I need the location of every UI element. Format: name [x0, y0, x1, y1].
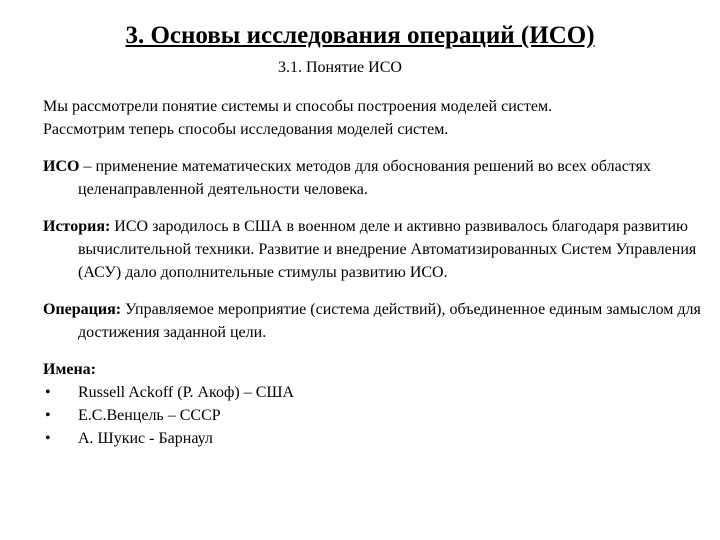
slide-title: 3. Основы исследования операций (ИСО)	[125, 22, 595, 49]
name-text: А. Шукис - Барнаул	[78, 430, 213, 447]
bullet-icon: •	[45, 384, 51, 401]
list-item	[43, 381, 703, 404]
slide-subtitle: 3.1. Понятие ИСО	[278, 59, 402, 76]
operation-paragraph	[43, 298, 703, 344]
names-section	[43, 358, 703, 450]
list-item	[43, 427, 703, 450]
bullet-icon: •	[45, 407, 51, 424]
history-text: ИСО зародилось в США в военном деле и активно развивалось благодаря развитию вычислительной техники. Развитие и внедрение Автоматизированных Систем Управления (АСУ) дало дополнительные стимулы развитию ИСО.	[78, 218, 697, 281]
history-term: История:	[43, 218, 111, 235]
bullet-icon: •	[45, 430, 51, 447]
slide-body	[43, 95, 703, 464]
iso-definition-text: – применение математических методов для обоснования решений во всех областях целенаправленной деятельности человека.	[78, 158, 651, 198]
intro-paragraph	[43, 95, 703, 141]
iso-definition	[43, 155, 703, 201]
names-term: Имена:	[43, 361, 96, 378]
names-list	[43, 381, 703, 450]
history-paragraph	[43, 215, 703, 284]
list-item	[43, 404, 703, 427]
operation-term: Операция:	[43, 301, 122, 318]
name-text: Е.С.Венцель – СССР	[78, 407, 221, 424]
iso-term: ИСО	[43, 158, 80, 175]
operation-text: Управляемое мероприятие (система действий), объединенное единым замыслом для достижения заданной цели.	[78, 301, 701, 341]
intro-line: Рассмотрим теперь способы исследования моделей систем.	[43, 121, 449, 138]
intro-line: Мы рассмотрели понятие системы и способы построения моделей систем.	[43, 98, 553, 115]
name-text: Russell Ackoff (Р. Акоф) – США	[78, 384, 295, 401]
